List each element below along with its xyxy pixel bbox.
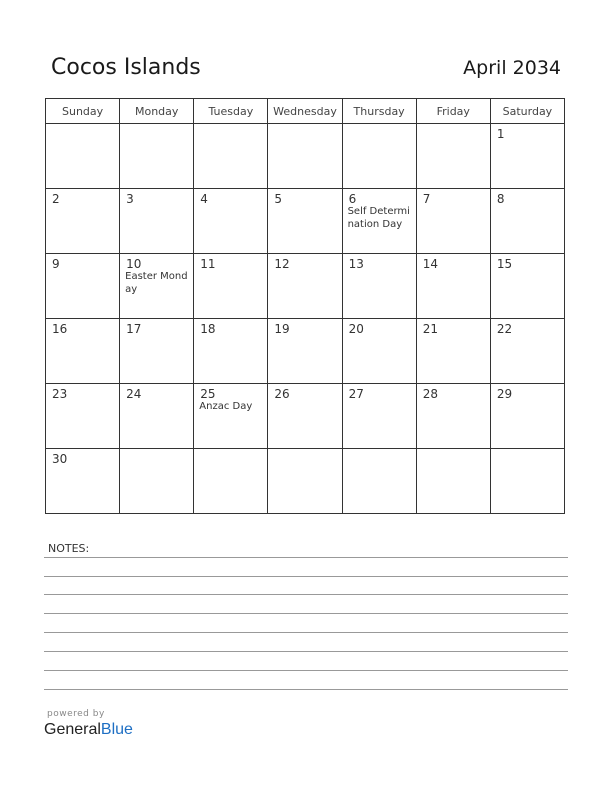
weekday-monday: Monday bbox=[120, 99, 194, 124]
notes-line bbox=[44, 594, 568, 595]
day-cell bbox=[490, 124, 564, 189]
day-cell bbox=[268, 124, 342, 189]
weekday-wednesday: Wednesday bbox=[268, 99, 342, 124]
day-number: 19 bbox=[274, 322, 290, 336]
day-number: 15 bbox=[496, 257, 513, 271]
day-number: 1 bbox=[496, 127, 505, 141]
day-cell bbox=[46, 449, 120, 514]
day-cell bbox=[416, 254, 490, 319]
day-number: 20 bbox=[348, 322, 364, 336]
day-number: 5 bbox=[274, 192, 283, 206]
day-cell bbox=[416, 319, 490, 384]
day-cell bbox=[342, 189, 416, 254]
day-cell bbox=[268, 189, 342, 254]
day-number: 16 bbox=[52, 322, 68, 336]
week-row bbox=[46, 189, 565, 254]
day-cell bbox=[120, 319, 194, 384]
day-cell bbox=[120, 124, 194, 189]
day-cell bbox=[416, 384, 490, 449]
day-cell bbox=[342, 254, 416, 319]
calendar-grid bbox=[45, 98, 565, 514]
day-number: 21 bbox=[422, 322, 438, 336]
day-number: 30 bbox=[52, 452, 68, 466]
week-row bbox=[46, 384, 565, 449]
week-row bbox=[46, 124, 565, 189]
week-row bbox=[46, 254, 565, 319]
holiday-label: Easter Monday bbox=[125, 271, 188, 295]
weekday-thursday: Thursday bbox=[342, 99, 416, 124]
day-cell bbox=[46, 319, 120, 384]
day-cell bbox=[46, 124, 120, 189]
weekday-saturday: Saturday bbox=[490, 99, 564, 124]
day-cell bbox=[194, 449, 268, 514]
day-cell bbox=[342, 449, 416, 514]
day-cell bbox=[342, 124, 416, 189]
day-number: 24 bbox=[126, 387, 142, 401]
day-cell bbox=[46, 384, 120, 449]
notes-line bbox=[44, 689, 568, 690]
day-cell bbox=[490, 319, 564, 384]
day-number: 29 bbox=[496, 387, 513, 401]
day-number: 7 bbox=[422, 192, 431, 206]
brand-blue: Blue bbox=[100, 721, 133, 738]
notes-line bbox=[44, 632, 568, 633]
day-cell bbox=[194, 189, 268, 254]
day-number: 23 bbox=[52, 387, 68, 401]
day-number: 18 bbox=[200, 322, 216, 336]
weekday-sunday: Sunday bbox=[46, 99, 120, 124]
day-cell bbox=[490, 189, 564, 254]
day-number: 3 bbox=[126, 192, 134, 206]
holiday-label: Self Determination Day bbox=[347, 206, 410, 230]
notes-line bbox=[44, 576, 568, 577]
notes-line bbox=[44, 651, 568, 652]
day-cell bbox=[120, 189, 194, 254]
calendar-body bbox=[46, 124, 565, 514]
day-cell bbox=[490, 384, 564, 449]
day-number: 25 bbox=[200, 387, 216, 401]
day-cell bbox=[120, 254, 194, 319]
notes-line bbox=[44, 613, 568, 614]
day-cell bbox=[416, 124, 490, 189]
day-cell bbox=[194, 319, 268, 384]
day-cell bbox=[268, 449, 342, 514]
day-number: 12 bbox=[274, 257, 290, 271]
day-number: 28 bbox=[422, 387, 438, 401]
day-cell bbox=[194, 254, 268, 319]
day-cell bbox=[268, 254, 342, 319]
day-cell bbox=[194, 124, 268, 189]
day-cell bbox=[268, 384, 342, 449]
weekday-header-row bbox=[46, 99, 565, 124]
day-cell bbox=[46, 189, 120, 254]
day-cell bbox=[490, 254, 564, 319]
notes-label: NOTES: bbox=[48, 542, 90, 555]
brand-logo bbox=[44, 721, 133, 739]
month-year: April 2034 bbox=[463, 57, 561, 79]
week-row bbox=[46, 449, 565, 514]
day-cell bbox=[416, 449, 490, 514]
day-number: 26 bbox=[274, 387, 290, 401]
day-cell bbox=[342, 319, 416, 384]
day-cell bbox=[46, 254, 120, 319]
day-number: 6 bbox=[348, 192, 357, 206]
day-number: 4 bbox=[200, 192, 208, 206]
day-number: 17 bbox=[126, 322, 142, 336]
day-number: 2 bbox=[52, 192, 60, 206]
weekday-friday: Friday bbox=[416, 99, 490, 124]
day-cell bbox=[416, 189, 490, 254]
brand-general: General bbox=[44, 721, 101, 738]
day-number: 8 bbox=[496, 192, 505, 206]
day-number: 13 bbox=[348, 257, 364, 271]
weekday-tuesday: Tuesday bbox=[194, 99, 268, 124]
page-title: Cocos Islands bbox=[51, 55, 201, 80]
day-number: 9 bbox=[52, 257, 60, 271]
day-number: 11 bbox=[200, 257, 216, 271]
day-cell bbox=[342, 384, 416, 449]
day-cell bbox=[490, 449, 564, 514]
notes-line bbox=[44, 557, 568, 558]
week-row bbox=[46, 319, 565, 384]
notes-line bbox=[44, 670, 568, 671]
day-number: 10 bbox=[126, 257, 142, 271]
day-cell bbox=[194, 384, 268, 449]
day-cell bbox=[120, 449, 194, 514]
day-number: 22 bbox=[496, 322, 513, 336]
powered-by-text: powered by bbox=[47, 709, 105, 719]
holiday-label: Anzac Day bbox=[199, 401, 253, 412]
day-cell bbox=[268, 319, 342, 384]
day-cell bbox=[120, 384, 194, 449]
day-number: 27 bbox=[348, 387, 364, 401]
day-number: 14 bbox=[422, 257, 438, 271]
